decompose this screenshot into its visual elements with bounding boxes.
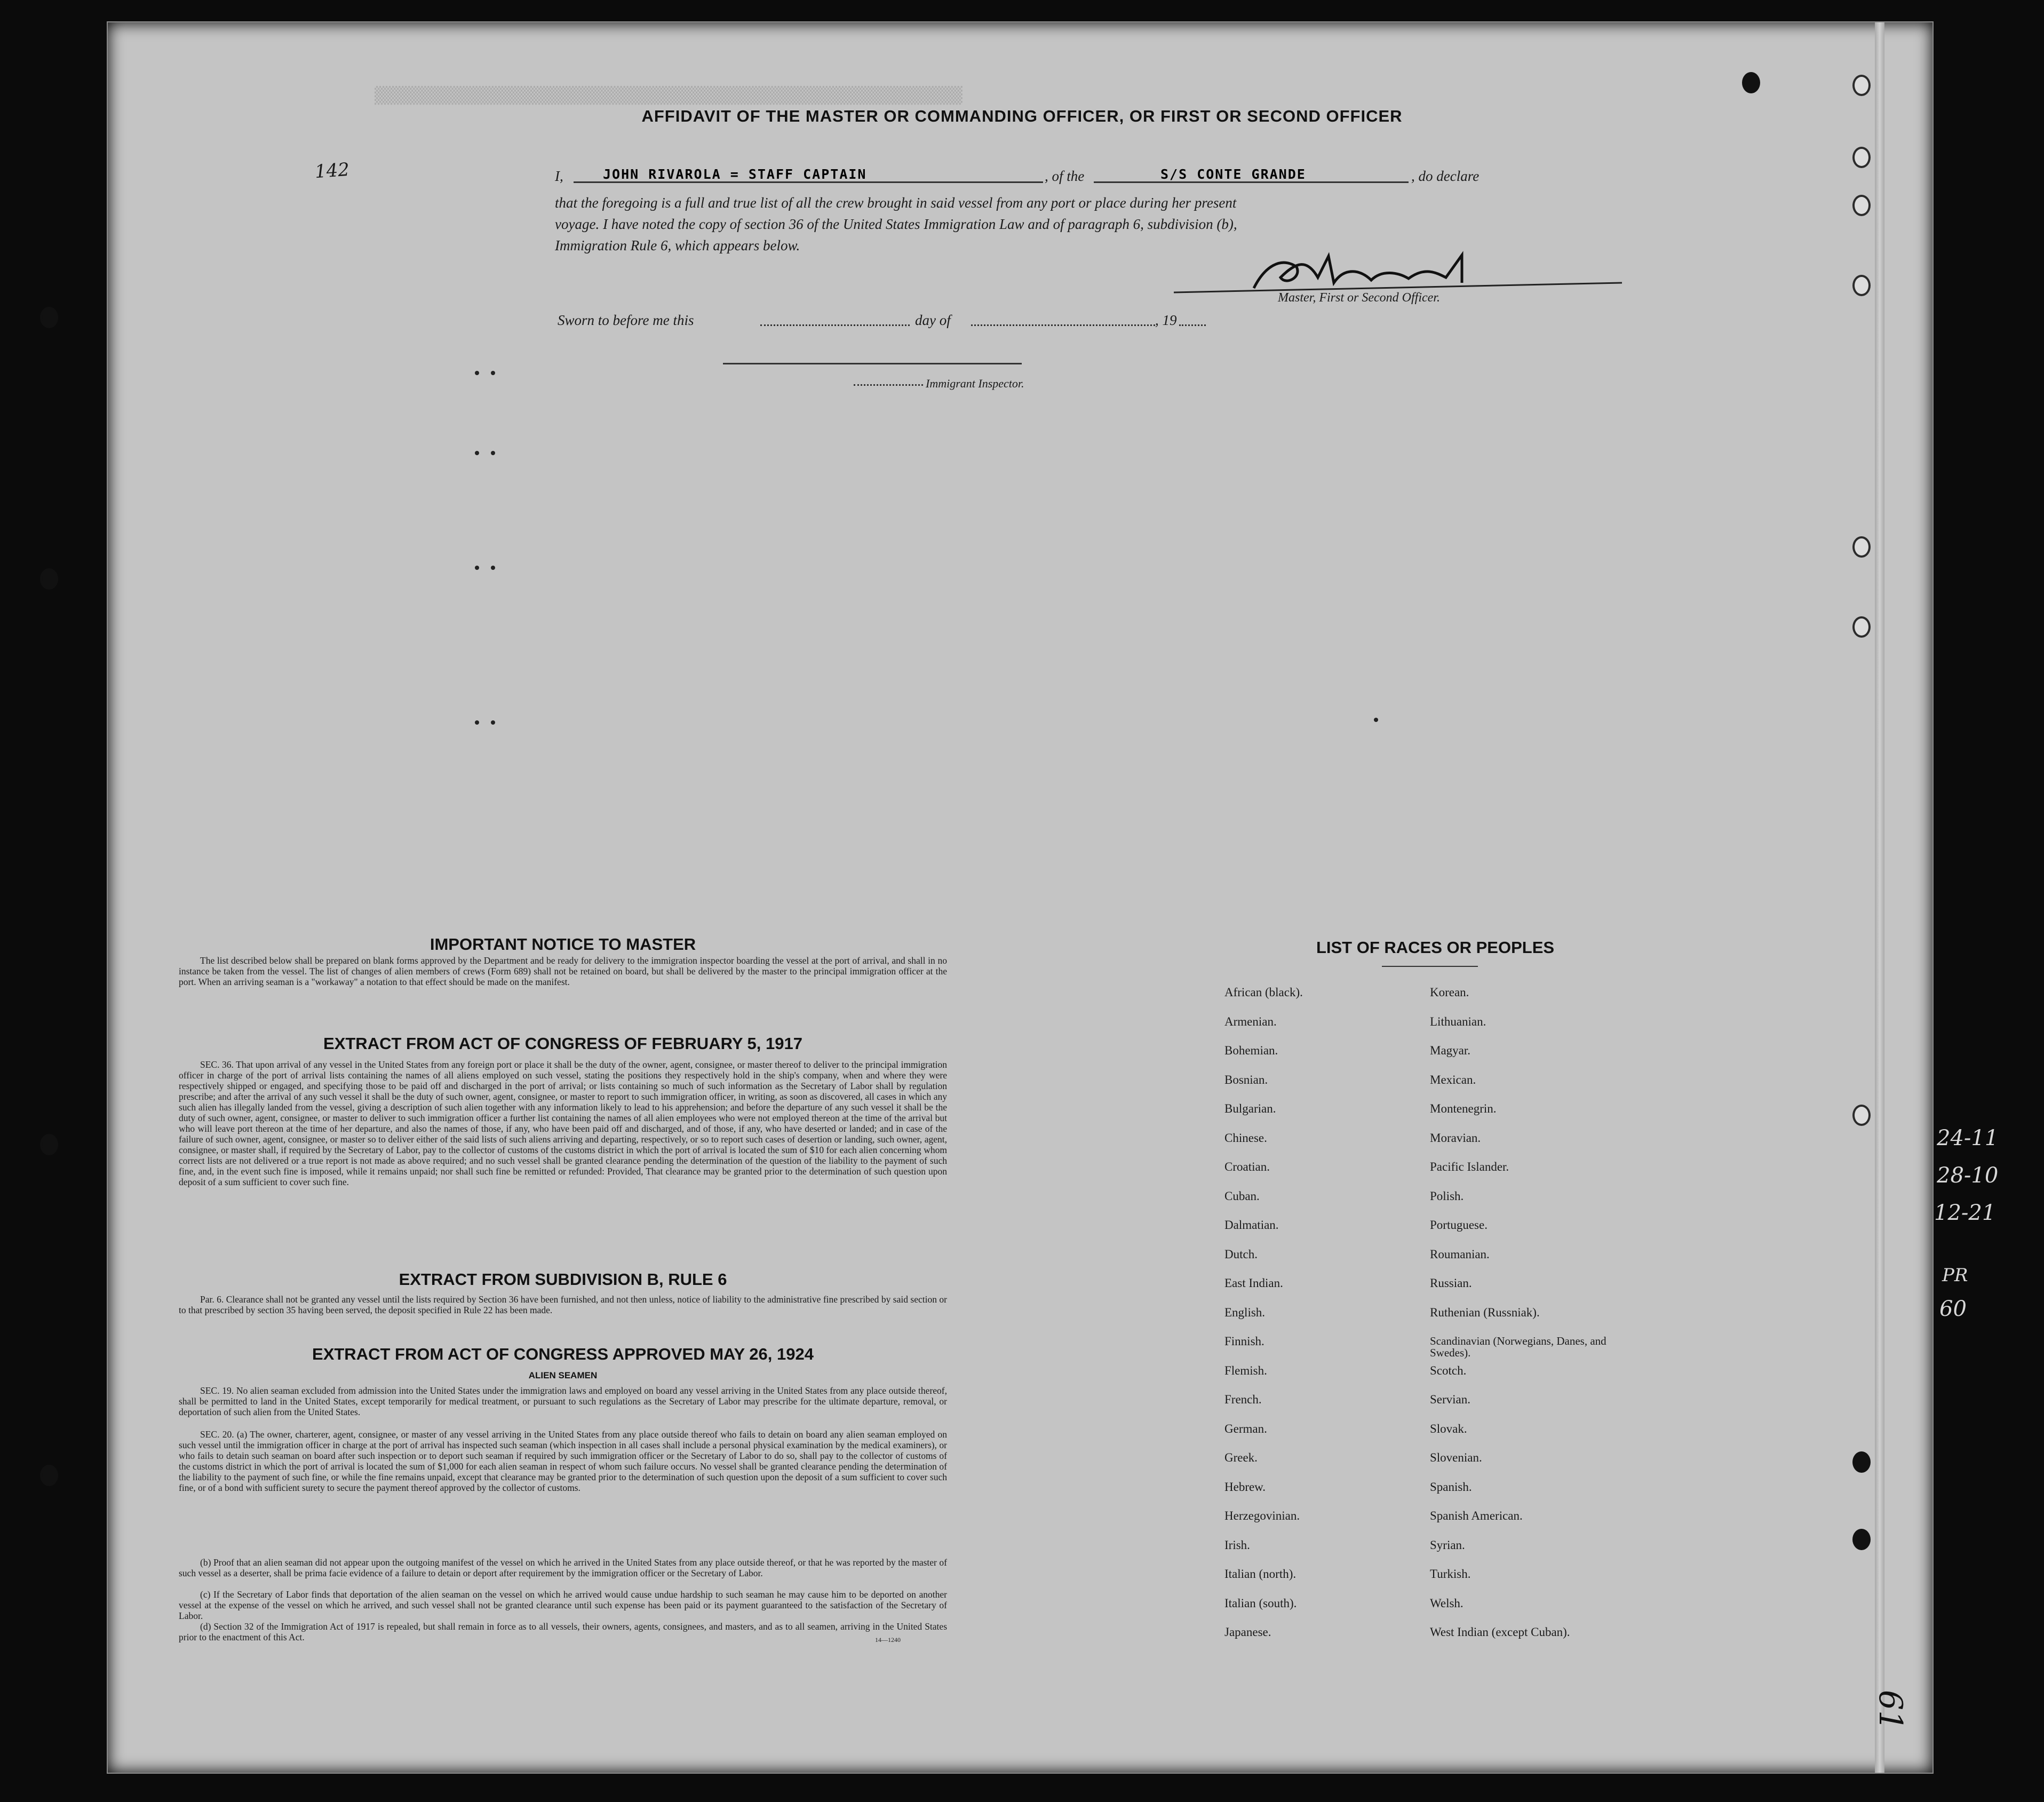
race-item: Portuguese.	[1430, 1218, 1488, 1232]
sec20c-text: (c) If the Secretary of Labor finds that deportation of the alien seaman on the vessel on which he arrived would cause undue hardship to such seaman he may cause him to be deported on another vessel at the expense of the vessel on which he arrived, and such vessel shall not be granted clearance until such expense has been paid or its payment guaranteed to the satisfaction of the Secretary of Labor.	[179, 1589, 947, 1621]
page-fold	[1875, 22, 1884, 1773]
race-item: East Indian.	[1224, 1276, 1283, 1290]
race-item: Herzegovinian.	[1224, 1509, 1300, 1522]
punch-hole-icon	[1852, 616, 1871, 638]
race-item: Pacific Islander.	[1430, 1160, 1509, 1173]
of-the-label: , of the	[1045, 168, 1085, 184]
manifest-page	[107, 21, 1934, 1774]
race-item: Lithuanian.	[1430, 1014, 1486, 1028]
race-item: Turkish.	[1430, 1567, 1471, 1581]
vessel-name: S/S CONTE GRANDE	[1160, 166, 1306, 182]
race-item: Chinese.	[1224, 1131, 1267, 1145]
race-item: Korean.	[1430, 986, 1469, 999]
sec20a-text: SEC. 20. (a) The owner, charterer, agent, consignee, or master of any vessel arriving in the United States from any place outside thereof who fails to detain on board any alien seaman employed on such vessel until the immigration officer in charge at the port of arrival has inspected such seaman (which inspection in all cases shall include a personal physical examination by the medical examiners), or who fails to detain such seaman on board after such inspection or to deport such seaman if required by such immigration officer or the Secretary of Labor to do so, shall pay to the collector of customs of the customs district in which the port of arrival is located the sum of $1,000 for each alien seaman in respect of whom such failure occurs. No vessel shall be granted clearance pending the determination of the liability to the payment of such fine, or while the fine remains unpaid, except that clearance may be granted prior to the determination of such question upon the deposit of a sum sufficient to cover such fine, or of a bond with sufficient surety to secure the payment thereof approved by the collector of customs.	[179, 1429, 947, 1493]
ledger-dot	[475, 451, 479, 455]
punch-hole-icon	[1742, 72, 1760, 93]
race-item: Magyar.	[1430, 1044, 1471, 1057]
races-right-column	[1430, 986, 1627, 1655]
punch-hole-icon	[40, 1465, 58, 1486]
ledger-dot	[1374, 718, 1378, 722]
affidavit-title: AFFIDAVIT OF THE MASTER OR COMMANDING OFFICER, OR FIRST OR SECOND OFFICER	[641, 107, 1403, 125]
sec19-text: SEC. 19. No alien seaman excluded from admission into the United States under the immigration laws and employed on board any vessel arriving in the United States from any place outside thereof, shall be permitted to land in the United States, except temporarily for medical treatment, or pursuant to such regulations as the Secretary of Labor may prescribe for the ultimate departure, removal, or deportation of such alien from the United States.	[179, 1385, 947, 1417]
sworn-year-line	[1179, 324, 1206, 326]
margin-note: 28-10	[1937, 1163, 1999, 1188]
extract-rule6-text: Par. 6. Clearance shall not be granted any vessel until the lists required by Section 36 have been furnished, and not then unless, notice of liability to the administrative fine prescribed by said section or to that prescribed by section 35 having been served, the deposit specified in Rule 22 has been made.	[179, 1294, 947, 1315]
margin-note: 12-21	[1934, 1201, 1996, 1225]
ledger-dot	[491, 720, 495, 725]
punch-hole-icon	[40, 307, 58, 328]
race-item: Scandinavian (Norwegians, Danes, and Swedes).	[1430, 1335, 1606, 1359]
race-item: Syrian.	[1430, 1538, 1465, 1552]
punch-hole-icon	[1852, 147, 1871, 168]
punch-hole-icon	[1852, 275, 1871, 296]
sworn-month-line	[971, 324, 1155, 326]
punch-hole-icon	[1852, 75, 1871, 96]
race-item: Hebrew.	[1224, 1480, 1266, 1494]
race-item: Finnish.	[1224, 1335, 1264, 1348]
race-item: Ruthenian (Russniak).	[1430, 1305, 1540, 1319]
line-number: 142	[314, 158, 351, 183]
race-item: Dalmatian.	[1224, 1218, 1279, 1232]
ledger-dot	[475, 720, 479, 725]
declare-label: , do declare	[1411, 168, 1480, 184]
race-item: Cuban.	[1224, 1189, 1260, 1203]
sworn-day-line	[760, 324, 910, 326]
sec20b-text: (b) Proof that an alien seaman did not appear upon the outgoing manifest of the vessel on which he arrived in the United States from any place outside thereof, or that he was reported by the master of such vessel as a deserter, shall be prima facie evidence of a failure to detain or deport after requirement by the immigration officer or the Secretary of Labor.	[179, 1557, 947, 1578]
ledger-dot	[475, 566, 479, 570]
race-item: Japanese.	[1224, 1625, 1271, 1639]
punch-hole-icon	[1852, 195, 1871, 216]
inspector-line	[723, 363, 1022, 364]
ledger-dot	[491, 371, 495, 375]
notice-title: IMPORTANT NOTICE TO MASTER	[430, 935, 696, 954]
ledger-dot	[491, 451, 495, 455]
race-item: Bosnian.	[1224, 1073, 1268, 1086]
inspector-dot-line	[854, 384, 923, 386]
race-item: Bulgarian.	[1224, 1102, 1276, 1115]
margin-note: 60	[1939, 1297, 1967, 1321]
punch-hole-icon	[40, 1134, 58, 1155]
race-item: Spanish American.	[1430, 1509, 1523, 1522]
race-item: Irish.	[1224, 1538, 1250, 1552]
race-item: Dutch.	[1224, 1247, 1258, 1261]
signature-caption: Master, First or Second Officer.	[1278, 291, 1440, 305]
extract-1917-text: SEC. 36. That upon arrival of any vessel in the United States from any foreign port or place it shall be the duty of the owner, agent, consignee, or master thereof to deliver to the principal immigration officer in charge of the port of arrival lists containing the names of all aliens employed on such vessel, stating the positions they respectively hold in the ship's company, when and where they were respectively shipped or engaged, and specifying those to be paid off and discharged in the port of arrival; or lists containing so much of such information as the Secretary of Labor shall by regulation prescribe; and after the arrival of any such vessel it shall be the duty of such owner, agent, consignee, or master to report to such immigration officer, in writing, as soon as discovered, all cases in which any such alien has illegally landed from the vessel, giving a description of such alien together with any information likely to lead to his apprehension; and before the departure of any such vessel it shall be the duty of such owner, agent, consignee, or master to deliver to such immigration officer a further list containing the names of all alien employees who were not employed thereon at the time of the arrival but who will leave port thereon at the time of her departure, and also the names of those, if any, who have been paid off and discharged, and of those, if any, who have deserted or landed; and in case of the failure of such owner, agent, consignee, or master so to deliver either of the said lists of such aliens arriving and departing, respectively, or so to report such cases of desertion or landing, such owner, agent, consignee, or master shall, if required by the Secretary of Labor, pay to the collector of customs of the customs district in which the port of arrival is located the sum of $10 for each alien concerning whom correct lists are not delivered or a true report is not made as above required; and no such vessel shall be granted clearance pending the determination of the question of the liability to the payment of such fine, and, in the event such fine is imposed, while it remains unpaid; nor shall such fine be remitted or refunded: Provided, That clearance may be granted prior to the determination of such question upon deposit of a sum sufficient to cover such fine.	[179, 1059, 947, 1187]
race-item: Italian (north).	[1224, 1567, 1297, 1581]
year-label: , 19	[1155, 312, 1177, 328]
race-item: Croatian.	[1224, 1160, 1270, 1173]
race-item: Roumanian.	[1430, 1247, 1490, 1261]
race-item: Montenegrin.	[1430, 1102, 1497, 1115]
races-title: LIST OF RACES OR PEOPLES	[1316, 938, 1555, 957]
margin-note: PR	[1942, 1265, 1968, 1286]
race-item: West Indian (except Cuban).	[1430, 1625, 1570, 1639]
extract-1924-title: EXTRACT FROM ACT OF CONGRESS APPROVED MAY 26, 1924	[312, 1345, 814, 1363]
corner-note: 61	[1872, 1689, 1910, 1731]
sworn-label: Sworn to before me this	[558, 312, 694, 328]
inspector-caption: Immigrant Inspector.	[926, 377, 1024, 390]
races-left-column	[1224, 986, 1438, 1655]
race-item: English.	[1224, 1305, 1266, 1319]
margin-note: 24-11	[1937, 1126, 1999, 1150]
punch-hole-icon	[40, 568, 58, 590]
punch-hole-icon	[1852, 1105, 1871, 1126]
race-item: Armenian.	[1224, 1014, 1277, 1028]
race-item: Greek.	[1224, 1451, 1258, 1464]
punch-hole-icon	[1852, 1451, 1871, 1473]
race-item: African (black).	[1224, 986, 1303, 999]
sec20d-text: (d) Section 32 of the Immigration Act of 1917 is repealed, but shall remain in force as to all vessels, their owners, agents, consignees, and masters, and as to all seamen, arriving in the United States prior to the enactment of this Act.	[179, 1621, 947, 1642]
race-item: Slovenian.	[1430, 1451, 1482, 1464]
day-of-label: day of	[915, 312, 951, 328]
race-item: Mexican.	[1430, 1073, 1476, 1086]
officer-name: JOHN RIVAROLA = STAFF CAPTAIN	[603, 166, 867, 182]
ledger-dot	[475, 371, 479, 375]
punch-hole-icon	[1852, 536, 1871, 558]
race-item: German.	[1224, 1422, 1267, 1435]
punch-hole-icon	[1852, 1529, 1871, 1550]
bleed-through: ▒▒▒▒▒▒▒▒▒▒▒▒▒▒▒▒▒▒▒▒▒▒▒▒▒▒▒▒▒▒▒▒▒▒▒▒▒▒▒▒▒▒▒▒▒▒▒▒▒▒▒▒▒▒▒▒▒▒▒▒▒	[375, 86, 963, 105]
race-item: Welsh.	[1430, 1596, 1464, 1610]
race-item: Flemish.	[1224, 1363, 1267, 1377]
ledger-dot	[491, 566, 495, 570]
race-item: Moravian.	[1430, 1131, 1481, 1145]
notice-text: The list described below shall be prepared on blank forms approved by the Department and be ready for delivery to the immigration inspector boarding the vessel at the port of arrival, and shall in no instance be taken from the vessel. The list of changes of alien members of crews (Form 689) shall not be retained on board, but shall be delivered by the master to the principal immigration officer at the port. When an arriving seaman is a "workaway" a notation to that effect should be made on the manifest.	[179, 955, 947, 987]
race-item: Russian.	[1430, 1276, 1472, 1290]
race-item: Servian.	[1430, 1393, 1471, 1406]
race-item: Polish.	[1430, 1189, 1464, 1203]
affidavit-body-1: that the foregoing is a full and true list of all the crew brought in said vessel from any port or place during her present	[555, 195, 1237, 211]
races-title-rule	[1382, 966, 1478, 967]
affidavit-body-2: voyage. I have noted the copy of section 36 of the United States Immigration Law and of paragraph 6, subdivision (b),	[555, 216, 1237, 232]
race-item: Scotch.	[1430, 1363, 1467, 1377]
race-item: Bohemian.	[1224, 1044, 1278, 1057]
race-item: Italian (south).	[1224, 1596, 1297, 1610]
affidavit-body-3: Immigration Rule 6, which appears below.	[555, 237, 800, 253]
race-item: Slovak.	[1430, 1422, 1467, 1435]
form-number: 14—1240	[875, 1636, 901, 1644]
extract-1917-title: EXTRACT FROM ACT OF CONGRESS OF FEBRUARY 5, 1917	[323, 1034, 802, 1053]
i-label: I,	[555, 168, 563, 184]
race-item: French.	[1224, 1393, 1262, 1406]
alien-seamen-subtitle: ALIEN SEAMEN	[528, 1370, 598, 1380]
race-item: Spanish.	[1430, 1480, 1472, 1494]
extract-rule6-title: EXTRACT FROM SUBDIVISION B, RULE 6	[399, 1270, 727, 1289]
